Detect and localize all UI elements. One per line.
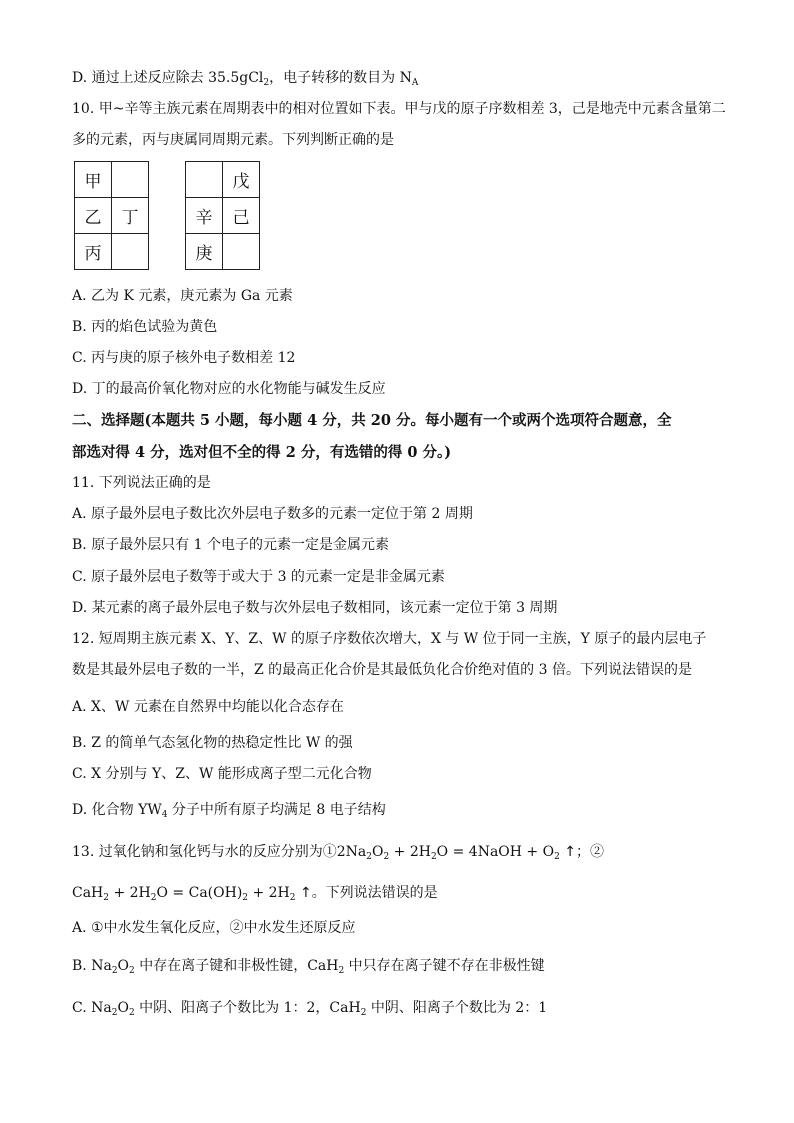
cell: 甲 bbox=[75, 162, 112, 198]
q11-stem: 11. 下列说法正确的是 bbox=[72, 475, 211, 491]
cell: 己 bbox=[223, 198, 260, 234]
subscript: 4 bbox=[161, 810, 168, 820]
q11-option-c: C. 原子最外层电子数等于或大于 3 的元素一定是非金属元素 bbox=[72, 569, 445, 585]
periodic-table-right bbox=[185, 161, 260, 270]
q11-option-b: B. 原子最外层只有 1 个电子的元素一定是金属元素 bbox=[72, 537, 389, 553]
q13-stem-line2 bbox=[72, 883, 438, 903]
text: C. bbox=[72, 1000, 92, 1016]
formula-na2o2: $Na_2O_2$ bbox=[91, 1000, 135, 1018]
text: 13. 过氧化钠和氢化钙与水的反应分别为① bbox=[72, 844, 337, 860]
q13-option-b bbox=[72, 956, 545, 976]
q13-stem-line1 bbox=[72, 842, 604, 862]
q12-stem-line2: 数是其最外层电子数的一半，Z 的最高正化合价是其最低负化合价绝对值的 3 倍。下列说法错误的是 bbox=[72, 662, 692, 678]
text: 中只存在离子键不存在非极性键 bbox=[344, 958, 545, 974]
cell bbox=[223, 234, 260, 270]
q10-stem-line1: 10. 甲~辛等主族元素在周期表中的相对位置如下表。甲与戊的原子序数相差 3，己是地壳中元素含量第二 bbox=[72, 101, 726, 117]
subscript: 2 bbox=[263, 78, 270, 88]
q12-option-d bbox=[72, 800, 386, 820]
q11-option-d: D. 某元素的离子最外层电子数与次外层电子数相同，该元素一定位于第 3 周期 bbox=[72, 600, 558, 616]
q11-option-a: A. 原子最外层电子数比次外层电子数多的元素一定位于第 2 周期 bbox=[72, 506, 473, 522]
cell: 辛 bbox=[186, 198, 223, 234]
q12-option-c: C. X 分别与 Y、Z、W 能形成离子型二元化合物 bbox=[72, 766, 372, 782]
cell: 戊 bbox=[223, 162, 260, 198]
q9-option-d bbox=[72, 68, 418, 88]
text: D. 化合物 YW bbox=[72, 802, 162, 818]
text: ；② bbox=[576, 844, 605, 860]
section-heading-line1: 二、选择题(本题共 5 小题，每小题 4 分，共 20 分。每小题有一个或两个选项符合题意，全 bbox=[72, 412, 672, 429]
q13-option-c bbox=[72, 998, 547, 1018]
periodic-table-left bbox=[74, 161, 149, 270]
cell: 乙 bbox=[75, 198, 112, 234]
q12-option-a: A. X、W 元素在自然界中均能以化合态存在 bbox=[72, 699, 344, 715]
q10-option-c: C. 丙与庚的原子核外电子数相差 12 bbox=[72, 350, 296, 366]
cell bbox=[112, 234, 149, 270]
cell: 庚 bbox=[186, 234, 223, 270]
text: 。下列说法错误的是 bbox=[311, 885, 438, 901]
formula-na2o2: $Na_2O_2$ bbox=[91, 958, 135, 976]
q10-option-b: B. 丙的焰色试验为黄色 bbox=[72, 319, 218, 335]
text: D. 通过上述反应除去 35.5gCl bbox=[72, 70, 264, 86]
q12-stem-line1: 12. 短周期主族元素 X、Y、Z、W 的原子序数依次增大，X 与 W 位于同一主族，Y 原子的最内层电子 bbox=[72, 631, 707, 647]
text: ，电子转移的数目为 N bbox=[269, 70, 412, 86]
text: 中阴、阳离子个数比为 2：1 bbox=[366, 1000, 548, 1016]
cell bbox=[186, 162, 223, 198]
q10-option-d: D. 丁的最高价氧化物对应的水化物能与碱发生反应 bbox=[72, 381, 386, 397]
formula-cah2: CaH$_2$ bbox=[329, 1000, 367, 1018]
formula-cah2: CaH$_2$ bbox=[307, 958, 345, 976]
q13-option-a: A. ①中水发生氧化反应，②中水发生还原反应 bbox=[72, 920, 356, 936]
text: 中阴、阳离子个数比为 1：2， bbox=[134, 1000, 330, 1016]
cell bbox=[112, 162, 149, 198]
q12-option-b: B. Z 的简单气态氢化物的热稳定性比 W 的强 bbox=[72, 735, 353, 751]
cell: 丙 bbox=[75, 234, 112, 270]
subscript: A bbox=[411, 78, 419, 88]
text: 中存在离子键和非极性键， bbox=[134, 958, 308, 974]
equation-1: $2Na_2O_2 + 2H_2O$ = 4NaOH + $O_2$ ↑ bbox=[336, 844, 577, 862]
q10-option-a: A. 乙为 K 元素，庚元素为 Ga 元素 bbox=[72, 288, 293, 304]
cell: 丁 bbox=[112, 198, 149, 234]
equation-2: $CaH_2 + 2H_2O = Ca(OH)_2 + 2H_2$ ↑ bbox=[72, 885, 312, 903]
text: B. bbox=[72, 958, 92, 974]
q10-stem-line2: 多的元素，丙与庚属同周期元素。下列判断正确的是 bbox=[72, 132, 394, 148]
section-heading-line2: 部选对得 4 分，选对但不全的得 2 分，有选错的得 0 分。) bbox=[72, 444, 452, 461]
text: 分子中所有原子均满足 8 电子结构 bbox=[167, 802, 386, 818]
